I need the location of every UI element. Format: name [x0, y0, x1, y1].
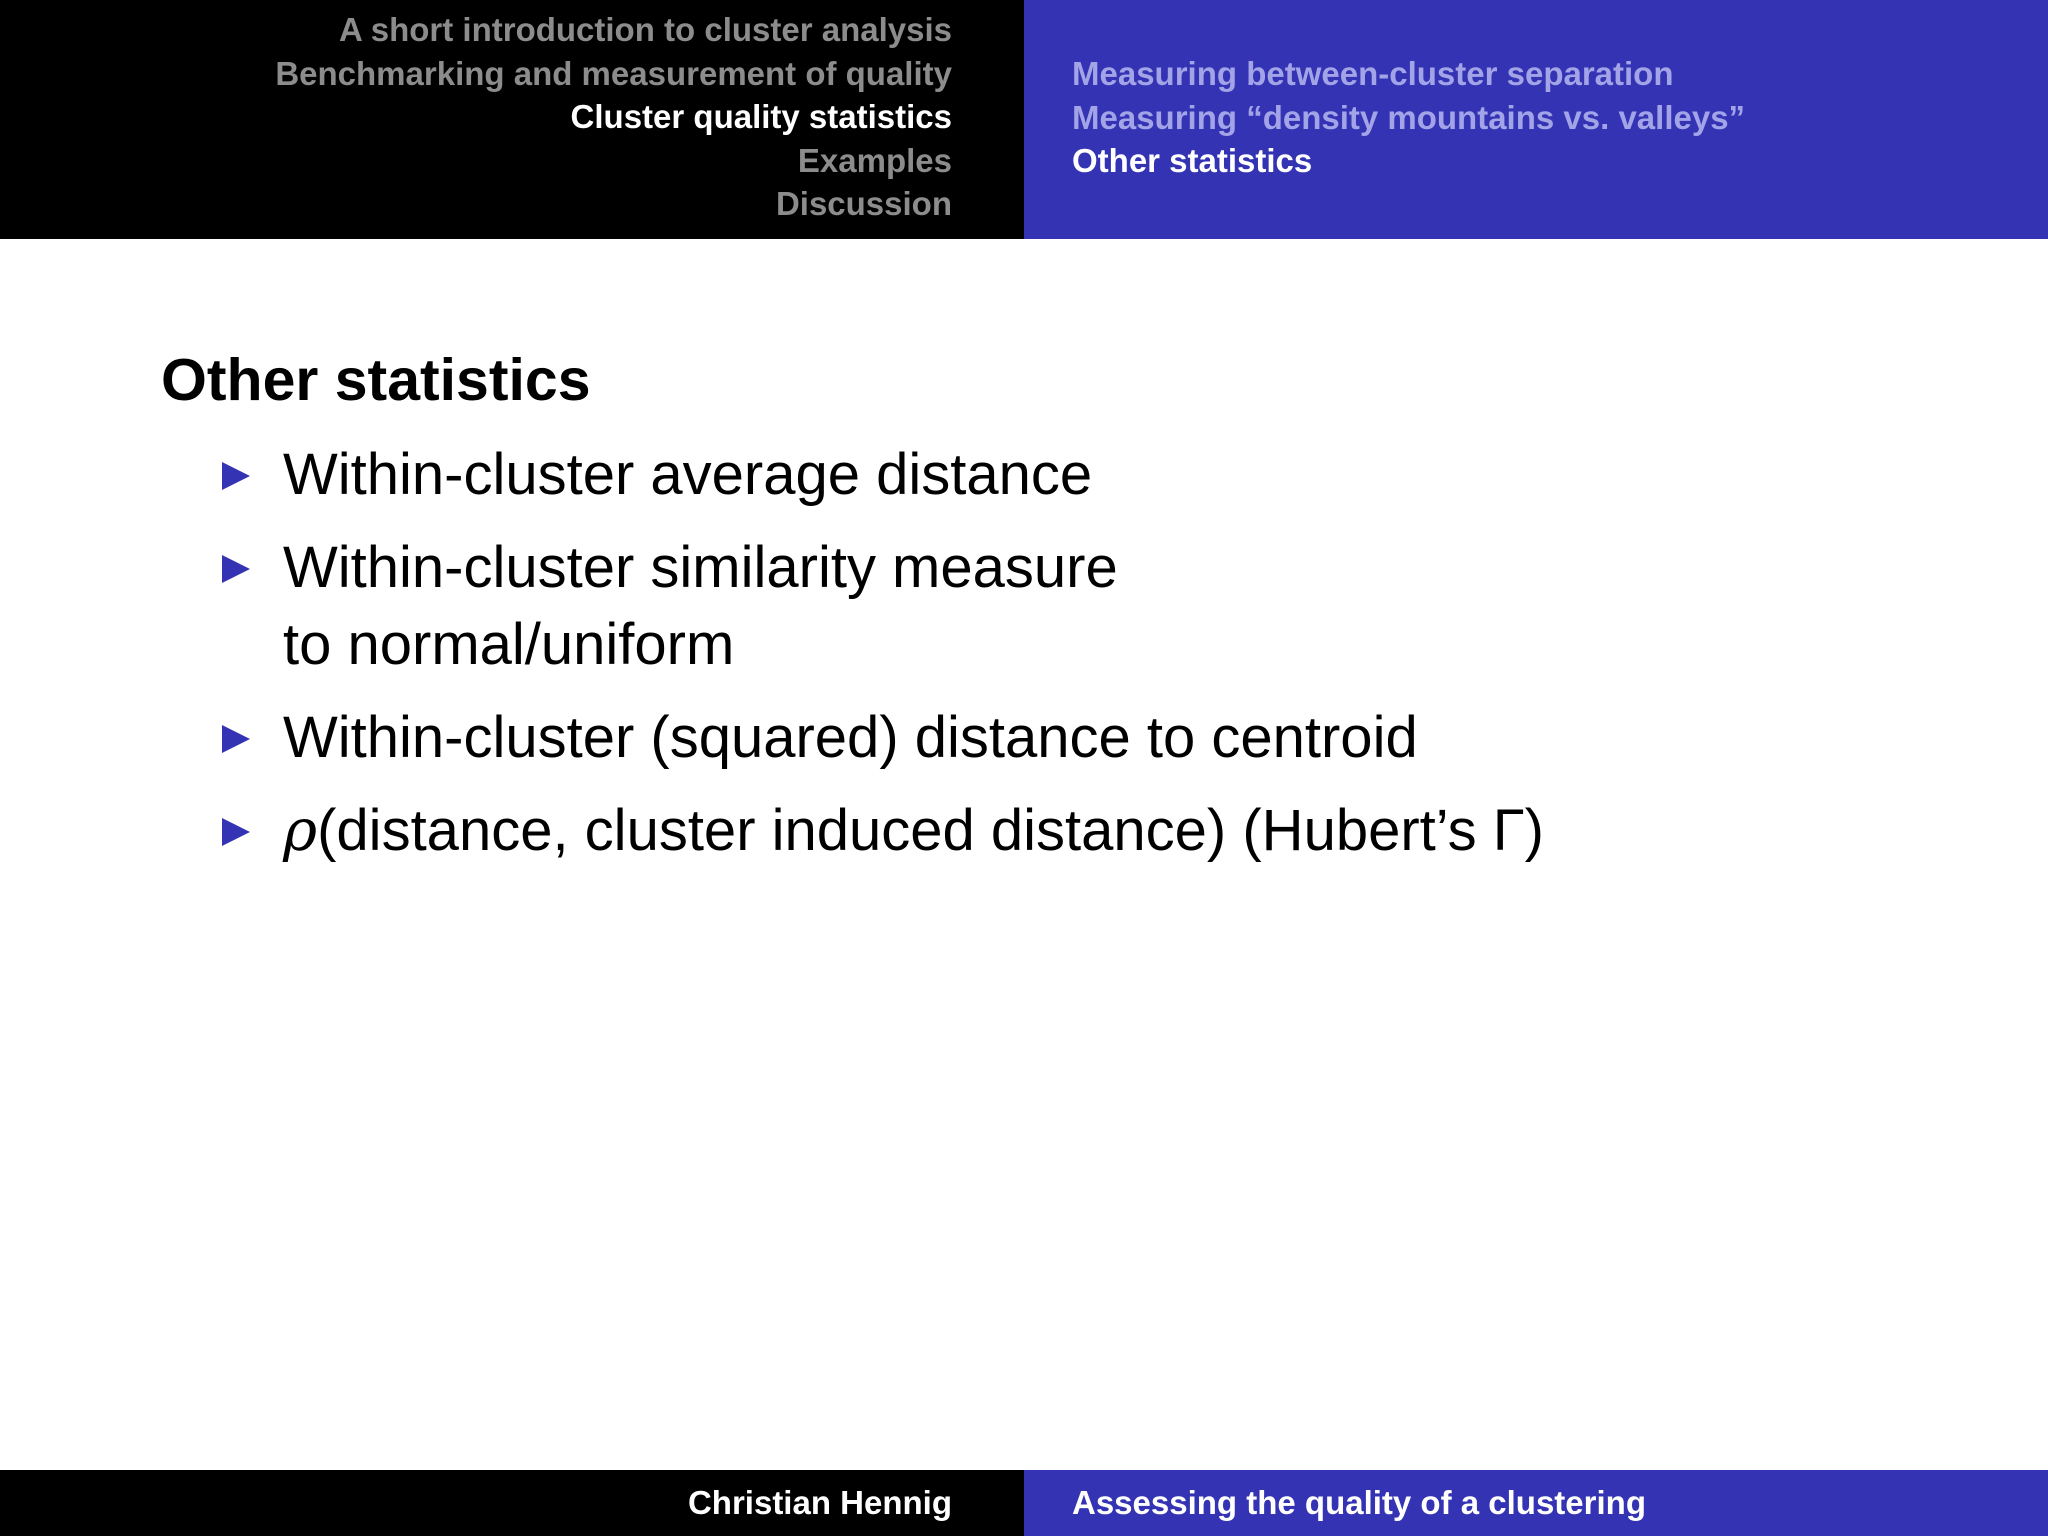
nav-subsection-between-cluster-separation[interactable]: Measuring between-cluster separation	[1072, 55, 1674, 92]
bullet-item	[218, 529, 1544, 683]
nav-section-discussion[interactable]: Discussion	[775, 185, 952, 222]
triangle-bullet-icon	[222, 818, 250, 846]
slide-title: Other statistics	[161, 347, 591, 413]
footer-author: Christian Hennig	[687, 1484, 952, 1521]
bullet-item	[218, 699, 1544, 776]
bullet-text: (distance, cluster induced distance) (Hubert’s Γ)	[317, 798, 1544, 863]
triangle-bullet-icon	[222, 725, 250, 753]
bullet-list	[218, 436, 1544, 885]
nav-section-examples[interactable]: Examples	[797, 141, 952, 179]
bullet-text: Within-cluster average distance	[283, 442, 1093, 507]
navigation-header	[0, 0, 2048, 239]
slide-footer	[0, 1470, 2048, 1536]
footer-talk-title: Assessing the quality of a clustering	[1072, 1484, 1646, 1521]
nav-section-benchmarking[interactable]: Benchmarking and measurement of quality	[275, 54, 952, 92]
nav-section-cluster-quality-statistics[interactable]: Cluster quality statistics	[570, 98, 952, 135]
bullet-item	[218, 436, 1544, 513]
bullet-text: Within-cluster similarity measure	[283, 535, 1118, 600]
section-navigation	[0, 0, 1024, 239]
footer-title-box	[1024, 1470, 2048, 1536]
footer-author-box	[0, 1470, 1024, 1536]
rho-symbol: ρ	[283, 796, 318, 864]
bullet-item	[218, 792, 1544, 869]
bullet-text-continued: to normal/uniform	[283, 612, 735, 677]
triangle-bullet-icon	[222, 462, 250, 490]
bullet-text: Within-cluster (squared) distance to centroid	[283, 705, 1418, 770]
subsection-navigation	[1024, 0, 2048, 239]
triangle-bullet-icon	[222, 555, 250, 583]
nav-section-introduction[interactable]: A short introduction to cluster analysis	[338, 11, 952, 48]
nav-subsection-other-statistics[interactable]: Other statistics	[1072, 142, 1313, 179]
nav-subsection-density-mountains[interactable]: Measuring “density mountains vs. valleys”	[1072, 98, 1746, 136]
